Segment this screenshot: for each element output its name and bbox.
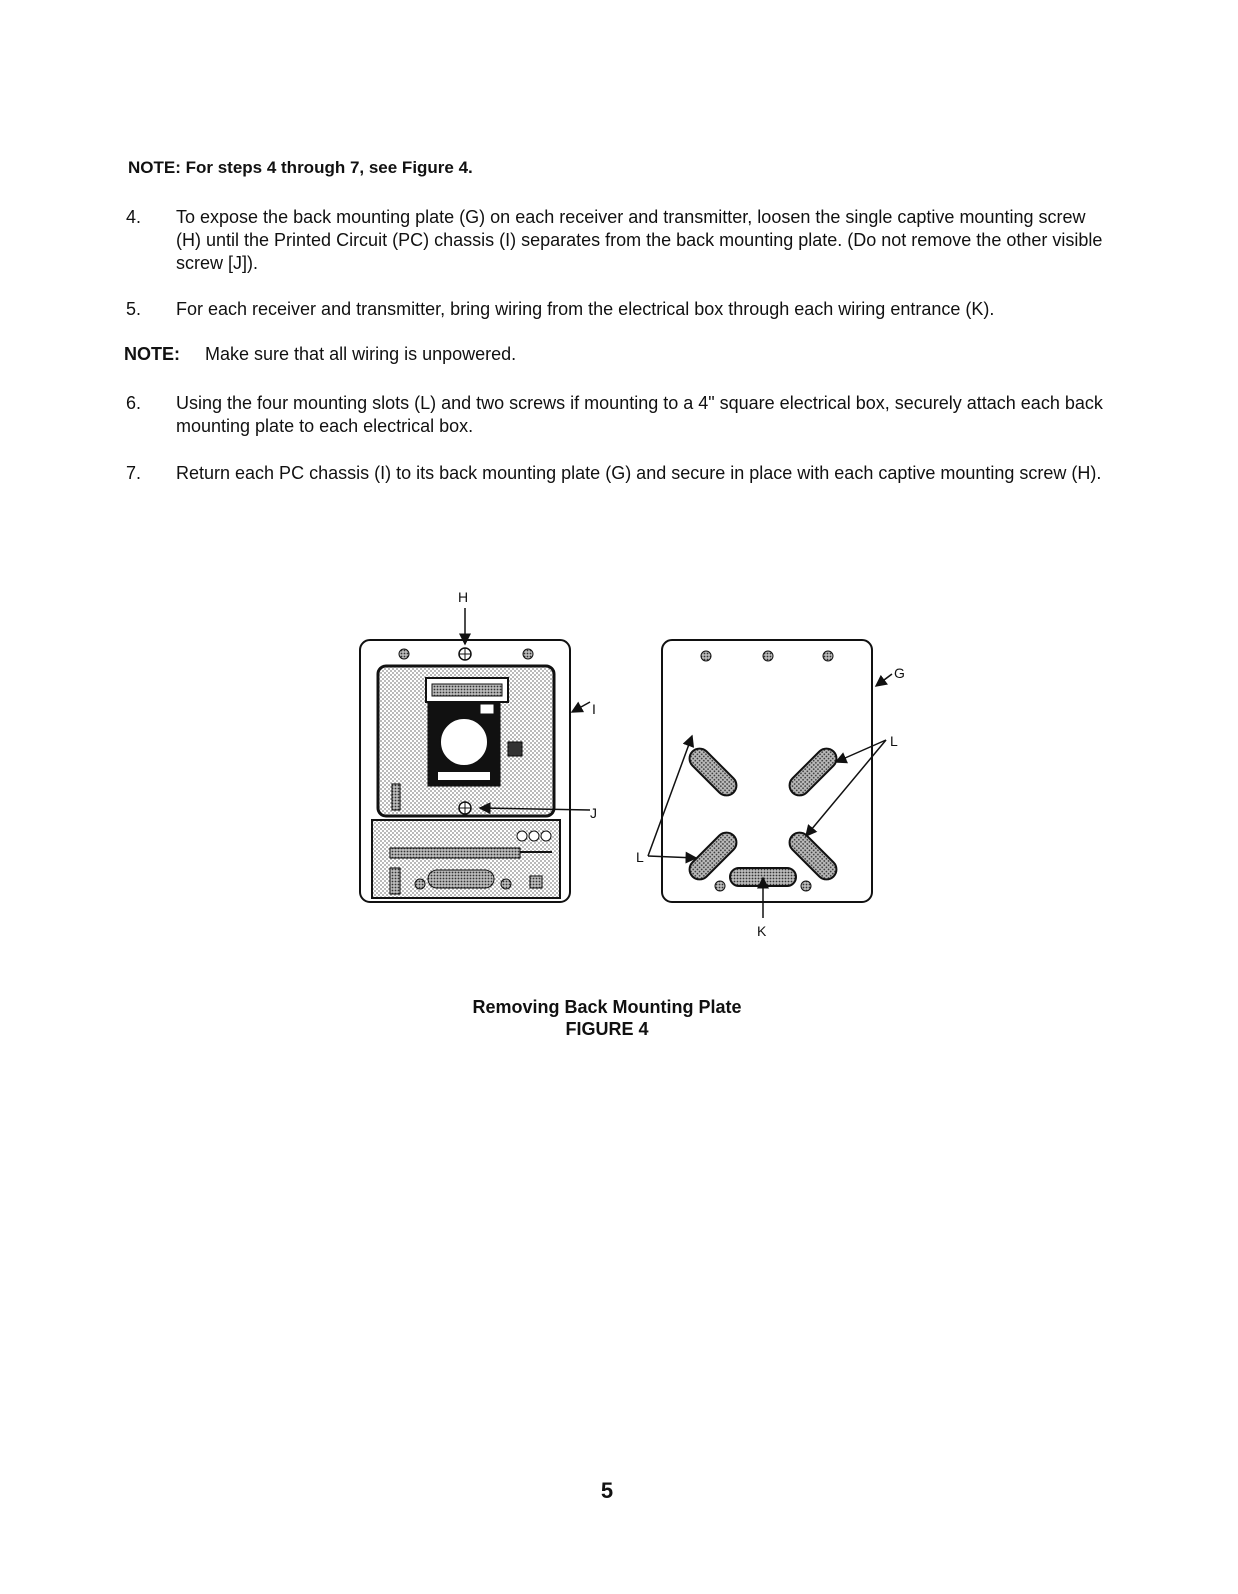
step-4 — [126, 206, 1106, 275]
pc-chassis-unit — [360, 640, 570, 902]
wiring-note — [124, 344, 516, 365]
label-h: H — [458, 589, 469, 605]
mounting-plate-illustration — [340, 580, 920, 950]
label-l-left: L — [636, 849, 644, 865]
figure-caption — [0, 996, 1214, 1040]
label-k: K — [757, 923, 767, 939]
figure-4-diagram — [340, 580, 920, 950]
step-7 — [126, 462, 1106, 485]
note-label: NOTE: — [124, 344, 180, 364]
label-l-right: L — [890, 733, 898, 749]
back-mounting-plate — [662, 640, 872, 902]
step-number: 6. — [126, 393, 142, 413]
page-number: 5 — [600, 1478, 614, 1503]
step-number: 7. — [126, 463, 142, 483]
label-j: J — [590, 805, 597, 821]
caption-title: Removing Back Mounting Plate — [472, 997, 742, 1017]
label-i: I — [592, 701, 596, 717]
step-text: Using the four mounting slots (L) and two screws if mounting to a 4" square electrical box, securely attach each back mounting plate to each electrical box. — [176, 393, 1103, 436]
step-6 — [126, 392, 1106, 438]
step-number: 5. — [126, 299, 142, 319]
step-text: To expose the back mounting plate (G) on each receiver and transmitter, loosen the single captive mounting screw (H) until the Printed Circuit (PC) chassis (I) separates from the back mounting plate. (Do not remove the other visible screw [J]). — [176, 207, 1103, 273]
step-text: Return each PC chassis (I) to its back mounting plate (G) and secure in place with each captive mounting screw (H). — [176, 463, 1102, 483]
caption-figure-number: FIGURE 4 — [565, 1019, 649, 1039]
label-g: G — [894, 665, 905, 681]
note-text: Make sure that all wiring is unpowered. — [205, 344, 517, 364]
step-text: For each receiver and transmitter, bring wiring from the electrical box through each wiring entrance (K). — [176, 299, 995, 319]
note-heading: NOTE: For steps 4 through 7, see Figure 4. — [128, 158, 473, 177]
step-number: 4. — [126, 207, 142, 227]
step-5 — [126, 298, 1106, 321]
